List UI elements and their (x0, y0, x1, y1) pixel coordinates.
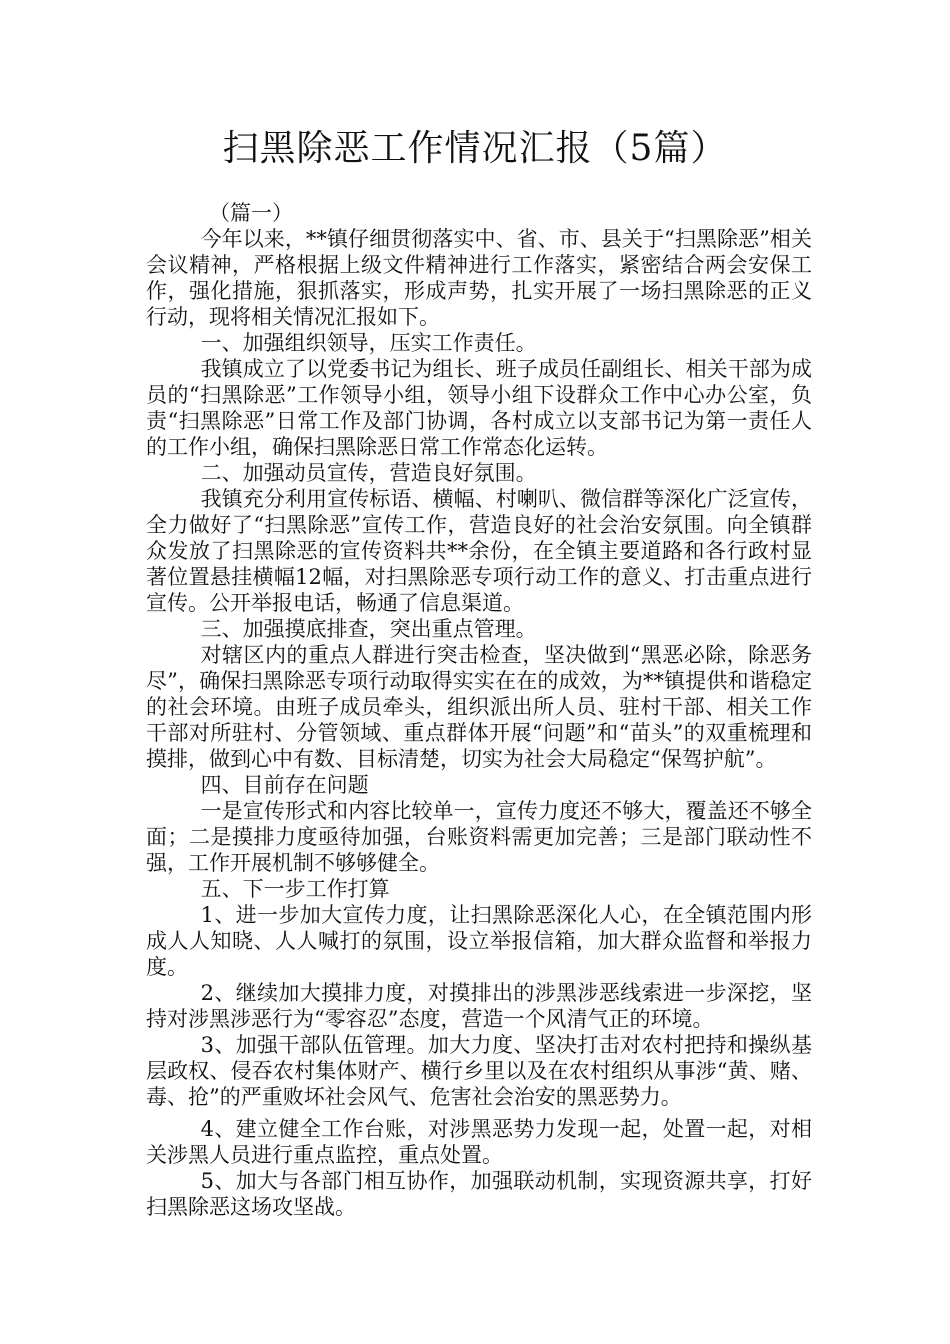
body-paragraph-2: 我镇充分利用宣传标语、横幅、村喇叭、微信群等深化广泛宣传，全力做好了“扫黑除恶”宣传工作，营造良好的社会治安氛围。向全镇群众发放了扫黑除恶的宣传资料共**余份，在全镇主要道路和各行政村显著位置悬挂横幅12幅，对扫黑除恶专项行动工作的意义、打击重点进行宣传。公开举报电话，畅通了信息渠道。 (146, 487, 812, 615)
section-tag: （篇一） (209, 201, 293, 225)
heading-5: 五、下一步工作打算 (200, 877, 390, 901)
document-body (146, 200, 812, 1220)
plan-item-5: 5、加大与各部门相互协作，加强联动机制，实现资源共享，打好扫黑除恶这场攻坚战。 (146, 1169, 812, 1219)
body-paragraph-3: 对辖区内的重点人群进行突击检查，坚决做到“黑恶必除，除恶务尽”，确保扫黑除恶专项行动取得实实在在的成效，为**镇提供和谐稳定的社会环境。由班子成员牵头，组织派出所人员、驻村干部、相关工作干部对所驻村、分管领域、重点群体开展“问题”和“苗头”的双重梳理和摸排，做到心中有数、目标清楚，切实为社会大局稳定“保驾护航”。 (146, 643, 812, 771)
body-paragraph-4: 一是宣传形式和内容比较单一，宣传力度还不够大，覆盖还不够全面；二是摸排力度亟待加强，台账资料需更加完善；三是部门联动性不强，工作开展机制不够够健全。 (146, 799, 812, 875)
plan-item-1: 1、进一步加大宣传力度，让扫黑除恶深化人心，在全镇范围内形成人人知晓、人人喊打的氛围，设立举报信箱，加大群众监督和举报力度。 (146, 903, 812, 979)
plan-item-3: 3、加强干部队伍管理。加大力度、坚决打击对农村把持和操纵基层政权、侵吞农村集体财产、横行乡里以及在农村组织从事涉“黄、赌、毒、抢”的严重败坏社会风气、危害社会治安的黑恶势力。 (146, 1033, 812, 1109)
heading-2: 二、加强动员宣传，营造良好氛围。 (200, 461, 537, 485)
plan-item-2: 2、继续加大摸排力度，对摸排出的涉黑涉恶线索进一步深挖，坚持对涉黑涉恶行为“零容忍”态度，营造一个风清气正的环境。 (146, 981, 812, 1031)
document-title: 扫黑除恶工作情况汇报（5篇） (222, 128, 728, 169)
heading-1: 一、加强组织领导，压实工作责任。 (200, 331, 537, 355)
heading-3: 三、加强摸底排查，突出重点管理。 (200, 617, 537, 641)
body-paragraph-1: 我镇成立了以党委书记为组长、班子成员任副组长、相关干部为成员的“扫黑除恶”工作领导小组，领导小组下设群众工作中心办公室，负责“扫黑除恶”日常工作及部门协调，各村成立以支部书记为第一责任人的工作小组，确保扫黑除恶日常工作常态化运转。 (146, 357, 812, 459)
heading-4: 四、目前存在问题 (200, 773, 369, 797)
intro-paragraph: 今年以来，**镇仔细贯彻落实中、省、市、县关于“扫黑除恶”相关会议精神，严格根据上级文件精神进行工作落实，紧密结合两会安保工作，强化措施，狠抓落实，形成声势，扎实开展了一场扫黑除恶的正义行动，现将相关情况汇报如下。 (146, 227, 812, 329)
plan-item-4: 4、建立健全工作台账，对涉黑恶势力发现一起，处置一起，对相关涉黑人员进行重点监控，重点处置。 (146, 1117, 812, 1167)
